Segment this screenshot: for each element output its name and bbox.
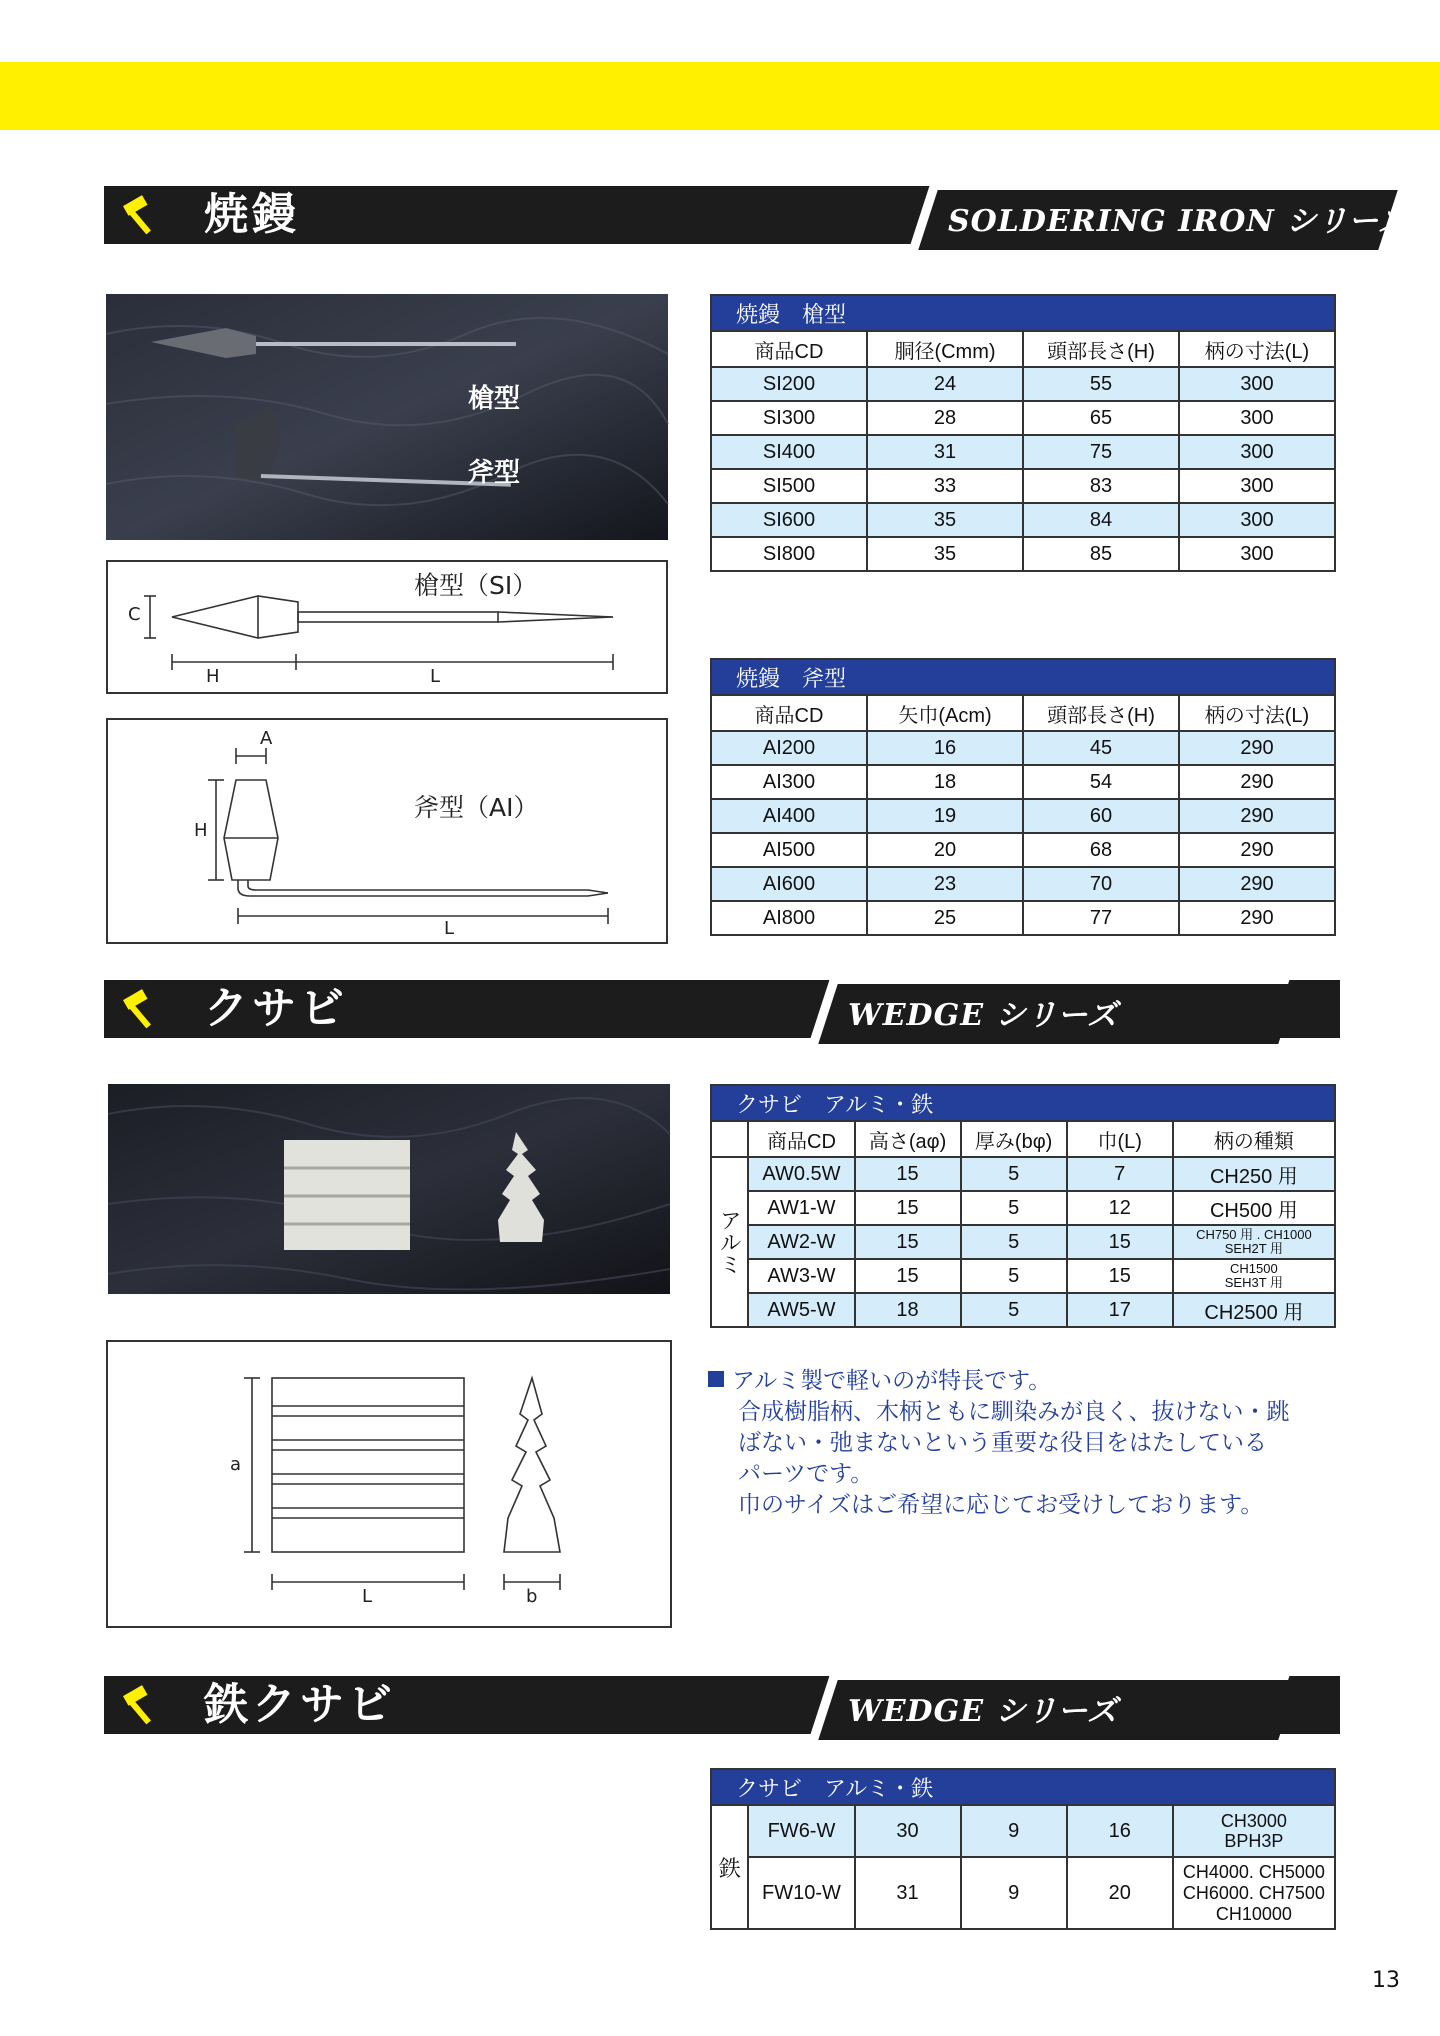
cell: 5 — [961, 1259, 1067, 1293]
cell: 7 — [1067, 1157, 1173, 1191]
dim-a: A — [260, 728, 273, 749]
yari-outline — [108, 562, 666, 692]
photo-label-yari: 槍型 — [468, 384, 521, 414]
col-header: 矢巾(Acm) — [867, 695, 1023, 731]
dim-a-small: a — [230, 1454, 242, 1475]
dim-l2: L — [444, 918, 455, 939]
section-header-wedge — [104, 980, 1340, 1038]
table-row — [711, 469, 1335, 503]
col-header: 胴径(Cmm) — [867, 331, 1023, 367]
cell: 290 — [1179, 867, 1335, 901]
table-row — [711, 1293, 1335, 1327]
diagram-ono-title: 斧型（AI） — [414, 793, 539, 822]
note-line: 巾のサイズはご希望に応じてお受けしております。 — [738, 1492, 1264, 1518]
table-row — [711, 731, 1335, 765]
cell: AI500 — [711, 833, 867, 867]
cell: AW2-W — [748, 1225, 854, 1259]
table-caption: クサビ アルミ・鉄 — [711, 1085, 1335, 1121]
cell: SI400 — [711, 435, 867, 469]
cell: 70 — [1023, 867, 1179, 901]
col-header: 商品CD — [711, 331, 867, 367]
section-title: クサビ — [204, 983, 348, 1034]
cell: 55 — [1023, 367, 1179, 401]
section-header-iron-wedge — [104, 1676, 1340, 1734]
cell: 60 — [1023, 799, 1179, 833]
diagram-yari — [106, 560, 668, 694]
cell: CH500 用 — [1173, 1191, 1335, 1225]
cell: CH750 用 . CH1000 SEH2T 用 — [1173, 1225, 1335, 1259]
cell: 85 — [1023, 537, 1179, 571]
cell: 5 — [961, 1191, 1067, 1225]
col-header: 商品CD — [711, 695, 867, 731]
col-header-empty — [711, 1121, 748, 1157]
cell: AW5-W — [748, 1293, 854, 1327]
hammer-icon — [120, 1684, 166, 1726]
top-yellow-band — [0, 62, 1440, 130]
dim-c: C — [128, 604, 141, 625]
dim-h: H — [206, 666, 220, 687]
soldering-iron-photo — [106, 294, 668, 540]
table-row — [711, 503, 1335, 537]
table-row — [711, 901, 1335, 935]
cell: SI800 — [711, 537, 867, 571]
section-header-soldering-iron — [104, 186, 1409, 244]
bullet-square-icon — [708, 1371, 724, 1387]
cell: 77 — [1023, 901, 1179, 935]
col-header: 柄の寸法(L) — [1179, 695, 1335, 731]
cell: 300 — [1179, 435, 1335, 469]
note-line: アルミ製で軽いのが特長です。 — [732, 1368, 1052, 1394]
table-row — [711, 435, 1335, 469]
cell: 290 — [1179, 765, 1335, 799]
cell: FW10-W — [748, 1857, 854, 1929]
table-caption: 焼鏝 槍型 — [711, 295, 1335, 331]
cell: 12 — [1067, 1191, 1173, 1225]
cell: 9 — [961, 1857, 1067, 1929]
photo-label-ono: 斧型 — [468, 458, 521, 488]
cell: FW6-W — [748, 1805, 854, 1857]
cell: 30 — [855, 1805, 961, 1857]
cell: 290 — [1179, 799, 1335, 833]
diagram-ono — [106, 718, 668, 944]
note-line: ばない・弛まないという重要な役目をはたしている — [738, 1430, 1267, 1456]
table-row — [711, 537, 1335, 571]
col-header: 柄の寸法(L) — [1179, 331, 1335, 367]
table-row — [711, 867, 1335, 901]
cell: 15 — [855, 1157, 961, 1191]
dim-b: b — [526, 1586, 538, 1607]
cell: 35 — [867, 503, 1023, 537]
cell: AI800 — [711, 901, 867, 935]
cell: 19 — [867, 799, 1023, 833]
cell: 35 — [867, 537, 1023, 571]
cell: CH3000 BPH3P — [1173, 1805, 1335, 1857]
table-row — [711, 765, 1335, 799]
group-label: 鉄 — [711, 1805, 748, 1929]
cell: 16 — [867, 731, 1023, 765]
cell: AW0.5W — [748, 1157, 854, 1191]
cell: CH1500 SEH3T 用 — [1173, 1259, 1335, 1293]
cell: 290 — [1179, 833, 1335, 867]
cell: 5 — [961, 1293, 1067, 1327]
table-row — [711, 799, 1335, 833]
cell: 33 — [867, 469, 1023, 503]
table-row — [711, 1805, 1335, 1857]
ono-outline — [108, 720, 666, 942]
cell: 300 — [1179, 367, 1335, 401]
cell: 9 — [961, 1805, 1067, 1857]
table-row — [711, 401, 1335, 435]
cell: CH250 用 — [1173, 1157, 1335, 1191]
cell: 31 — [855, 1857, 961, 1929]
diagram-wedge — [106, 1340, 672, 1628]
cell: AI600 — [711, 867, 867, 901]
cell: 31 — [867, 435, 1023, 469]
cell: SI200 — [711, 367, 867, 401]
cell: 15 — [855, 1225, 961, 1259]
section-subtitle: SOLDERING IRON シリーズ — [948, 204, 1409, 239]
cell: AW1-W — [748, 1191, 854, 1225]
table-row — [711, 833, 1335, 867]
cell: 5 — [961, 1157, 1067, 1191]
col-header: 頭部長さ(H) — [1023, 695, 1179, 731]
table-row — [711, 1857, 1335, 1929]
cell: AI300 — [711, 765, 867, 799]
cell: 16 — [1067, 1805, 1173, 1857]
cell: AW3-W — [748, 1259, 854, 1293]
col-header: 巾(L) — [1067, 1121, 1173, 1157]
table-wedge-aluminum — [710, 1084, 1336, 1328]
cell: SI500 — [711, 469, 867, 503]
cell: 54 — [1023, 765, 1179, 799]
cell: 15 — [855, 1259, 961, 1293]
table-caption: クサビ アルミ・鉄 — [711, 1769, 1335, 1805]
cell: AI400 — [711, 799, 867, 833]
cell: 300 — [1179, 401, 1335, 435]
col-header: 商品CD — [748, 1121, 854, 1157]
cell: 75 — [1023, 435, 1179, 469]
diagram-yari-title: 槍型（SI） — [414, 571, 538, 600]
table-row — [711, 1225, 1335, 1259]
table-iron-wedge — [710, 1768, 1336, 1930]
dim-l-wedge: L — [362, 1586, 373, 1607]
col-header: 高さ(aφ) — [855, 1121, 961, 1157]
section-subtitle: WEDGE シリーズ — [848, 1694, 1119, 1729]
section-subtitle: WEDGE シリーズ — [848, 998, 1119, 1033]
cell: 28 — [867, 401, 1023, 435]
cell: CH4000. CH5000 CH6000. CH7500 CH10000 — [1173, 1857, 1335, 1929]
table-yari — [710, 294, 1336, 572]
cell: SI300 — [711, 401, 867, 435]
cell: 300 — [1179, 469, 1335, 503]
cell: 65 — [1023, 401, 1179, 435]
col-header: 頭部長さ(H) — [1023, 331, 1179, 367]
note-line: 合成樹脂柄、木柄ともに馴染みが良く、抜けない・跳 — [738, 1399, 1290, 1425]
table-row — [711, 1157, 1335, 1191]
wedge-photo — [108, 1084, 670, 1294]
section-title: 焼鏝 — [204, 189, 300, 240]
table-row — [711, 367, 1335, 401]
cell: 18 — [855, 1293, 961, 1327]
table-row — [711, 1191, 1335, 1225]
cell: 45 — [1023, 731, 1179, 765]
page-number: 13 — [1372, 1968, 1400, 1993]
hammer-icon — [120, 988, 166, 1030]
cell: 290 — [1179, 901, 1335, 935]
cell: CH2500 用 — [1173, 1293, 1335, 1327]
wedge-description — [708, 1366, 1348, 1521]
cell: 83 — [1023, 469, 1179, 503]
cell: 20 — [867, 833, 1023, 867]
cell: 23 — [867, 867, 1023, 901]
cell: 84 — [1023, 503, 1179, 537]
cell: 18 — [867, 765, 1023, 799]
group-label: アルミ — [711, 1157, 748, 1327]
dim-h2: H — [194, 820, 208, 841]
cell: 300 — [1179, 537, 1335, 571]
col-header: 厚み(bφ) — [961, 1121, 1067, 1157]
cell: 68 — [1023, 833, 1179, 867]
table-caption: 焼鏝 斧型 — [711, 659, 1335, 695]
cell: 25 — [867, 901, 1023, 935]
table-ono — [710, 658, 1336, 936]
hammer-icon — [120, 194, 166, 236]
table-row — [711, 1259, 1335, 1293]
cell: 290 — [1179, 731, 1335, 765]
cell: 5 — [961, 1225, 1067, 1259]
cell: 15 — [1067, 1225, 1173, 1259]
cell: 15 — [855, 1191, 961, 1225]
cell: 300 — [1179, 503, 1335, 537]
cell: AI200 — [711, 731, 867, 765]
col-header: 柄の種類 — [1173, 1121, 1335, 1157]
dim-l: L — [430, 666, 441, 687]
wedge-outline — [108, 1342, 670, 1626]
cell: 20 — [1067, 1857, 1173, 1929]
cell: 15 — [1067, 1259, 1173, 1293]
note-line: パーツです。 — [738, 1461, 874, 1487]
cell: 24 — [867, 367, 1023, 401]
section-title: 鉄クサビ — [204, 1679, 396, 1730]
cell: 17 — [1067, 1293, 1173, 1327]
cell: SI600 — [711, 503, 867, 537]
